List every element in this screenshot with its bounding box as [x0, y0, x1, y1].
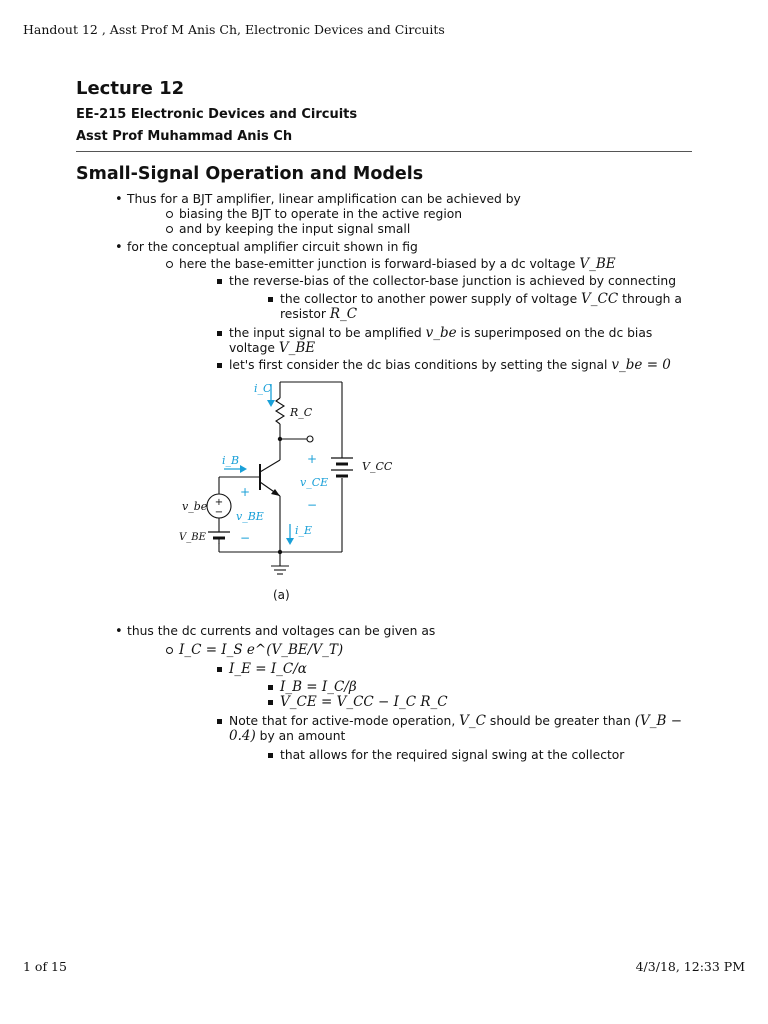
equation-item	[76, 643, 692, 658]
math: v_be = 0	[611, 357, 671, 373]
text: should be greater than	[486, 714, 635, 728]
equation-item	[76, 680, 692, 695]
vce-minus: −	[307, 498, 318, 512]
bjt-circuit-figure	[76, 378, 692, 616]
document-body	[76, 78, 692, 763]
equation: I_E = I_C/α	[229, 661, 307, 677]
text: Note that for active-mode operation,	[229, 714, 460, 728]
text: through a resistor	[280, 292, 682, 321]
math: V_BE	[579, 256, 616, 272]
bullet-list-2	[76, 624, 692, 763]
author-name: Asst Prof Muhammad Anis Ch	[76, 129, 293, 144]
figure-caption: (a)	[273, 588, 290, 602]
list-item: • for the conceptual amplifier circuit shown in fig	[76, 240, 692, 255]
list-item	[76, 257, 692, 272]
list-item: that allows for the required signal swing at the collector	[76, 748, 692, 763]
vce-label: v_CE	[300, 476, 329, 489]
vbe-signal-label: v_BE	[236, 510, 264, 523]
list-item: the reverse-bias of the collector-base junction is achieved by connecting	[76, 274, 692, 289]
math: V_C	[459, 713, 487, 729]
list-item	[76, 714, 692, 744]
ie-label: i_E	[295, 524, 313, 537]
text: let's first consider the dc bias conditions by setting the signal	[229, 358, 612, 372]
list-item: • thus the dc currents and voltages can be given as	[76, 624, 692, 639]
equation: I_B = I_C/β	[280, 679, 357, 695]
list-item	[76, 326, 692, 356]
title-divider	[76, 151, 692, 152]
text: the input signal to be amplified	[229, 326, 426, 340]
bullet-list	[76, 192, 692, 373]
math: V_CC	[581, 291, 619, 307]
vce-plus: +	[307, 452, 318, 466]
text: is superimposed on the dc bias voltage	[229, 326, 653, 355]
equation: V_CE = V_CC − I_C R_C	[280, 694, 448, 710]
list-item: • Thus for a BJT amplifier, linear amplification can be achieved by	[76, 192, 692, 207]
equation-item	[76, 695, 692, 710]
vcc-label: V_CC	[362, 460, 393, 473]
course-name: EE-215 Electronic Devices and Circuits	[76, 107, 358, 122]
ib-label: i_B	[222, 454, 240, 467]
text: the collector to another power supply of voltage	[280, 292, 582, 306]
print-datetime: 4/3/18, 12:33 PM	[635, 959, 745, 974]
equation-item	[76, 662, 692, 677]
lecture-title: Lecture 12	[76, 78, 185, 99]
ic-label: i_C	[254, 382, 272, 395]
VBE-battery-label: V_BE	[179, 532, 206, 543]
svg-text:+: +	[214, 497, 224, 508]
text: by an amount	[255, 729, 346, 743]
text: here the base-emitter junction is forward-biased by a dc voltage	[179, 257, 580, 271]
page-number: 1 of 15	[23, 959, 67, 974]
vbe-minus: −	[240, 531, 251, 545]
vbe-source-label: v_be	[182, 500, 208, 513]
list-item	[76, 292, 692, 322]
math: (V_B − 0.4)	[229, 713, 683, 744]
vbe-plus: +	[240, 485, 251, 499]
circuit-diagram	[176, 378, 416, 583]
rc-label: R_C	[290, 406, 313, 419]
math: v_be	[425, 325, 457, 341]
list-item: biasing the BJT to operate in the active region	[76, 207, 692, 222]
running-header: Handout 12 , Asst Prof M Anis Ch, Electronic Devices and Circuits	[23, 22, 445, 37]
svg-text:−: −	[214, 507, 224, 518]
list-item	[76, 358, 692, 373]
section-title: Small-Signal Operation and Models	[76, 164, 424, 184]
list-item: and by keeping the input signal small	[76, 222, 692, 237]
equation: I_C = I_S e^(V_BE/V_T)	[179, 642, 344, 658]
math: V_BE	[278, 340, 316, 356]
math: R_C	[329, 306, 358, 322]
